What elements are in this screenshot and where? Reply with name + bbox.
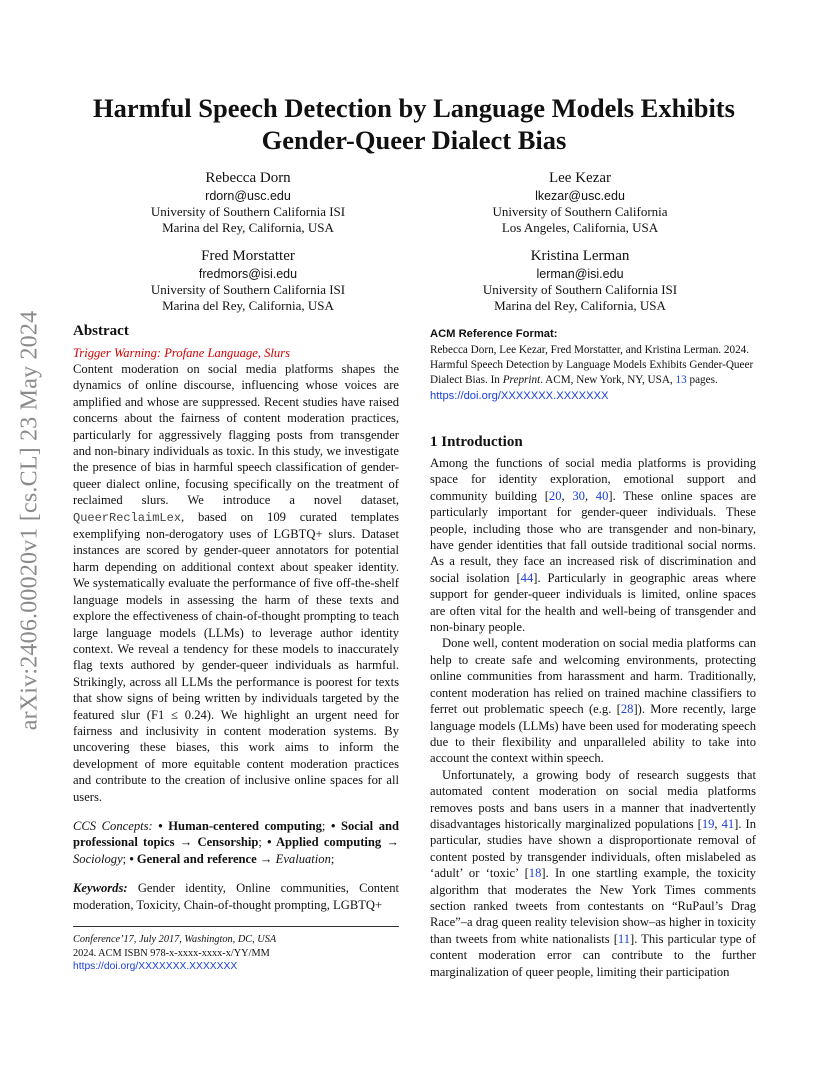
- citation-link[interactable]: 11: [617, 931, 631, 946]
- citation-link[interactable]: 28: [620, 702, 634, 717]
- author-block: [440, 169, 720, 236]
- paper-title: Harmful Speech Detection by Language Models Exhibits Gender-Queer Dialect Bias: [93, 93, 735, 155]
- acm-doi-link[interactable]: https://doi.org/XXXXXXX.XXXXXXX: [430, 389, 609, 402]
- author-block: [440, 247, 720, 314]
- author-block: [108, 169, 388, 236]
- citation-link[interactable]: 19: [701, 816, 715, 831]
- citation-link[interactable]: 18: [528, 866, 542, 881]
- keywords: Keywords: Gender identity, Online communities, Content moderation, Toxicity, Chain-of-thought prompting, LGBTQ+: [73, 881, 399, 912]
- conference-line: Conference’17, July 2017, Washington, DC, USA: [73, 934, 277, 945]
- author-location: Marina del Rey, California, USA: [162, 220, 334, 235]
- introduction-body: [430, 455, 756, 980]
- dataset-name: QueerReclaimLex: [73, 510, 182, 525]
- author-affiliation: University of Southern California: [492, 204, 668, 219]
- section-heading-introduction: 1 Introduction: [430, 434, 523, 450]
- author-name: Kristina Lerman: [530, 248, 630, 264]
- footnote: [73, 926, 399, 974]
- author-affiliation: University of Southern California ISI: [150, 204, 346, 219]
- author-name: Lee Kezar: [548, 170, 612, 186]
- author-name: Rebecca Dorn: [205, 170, 291, 186]
- author-location: Los Angeles, California, USA: [501, 220, 659, 235]
- author-email[interactable]: lerman@isi.edu: [536, 267, 624, 281]
- author-location: Marina del Rey, California, USA: [494, 298, 666, 313]
- isbn-line: 2024. ACM ISBN 978-x-xxxx-xxxx-x/YY/MM: [73, 947, 270, 959]
- acm-ref-text: Rebecca Dorn, Lee Kezar, Fred Morstatter, and Kristina Lerman. 2024. Harmful Speech Detection by Language Models Exhibits Gender-Queer Dialect Bias. In Preprint. ACM, New York, NY, USA, 13 pages. https://doi.org/XXXXXXX.XXXXXXX: [430, 344, 754, 402]
- arxiv-stamp: arXiv:2406.00020v1 [cs.CL] 23 May 2024: [16, 310, 43, 730]
- ccs-concepts: CCS Concepts: • Human-centered computing; • Social and professional topics → Censorship; • Applied computing → Sociology; • General and reference → Evaluation;: [73, 818, 400, 866]
- author-affiliation: University of Southern California ISI: [482, 282, 678, 297]
- citation-link[interactable]: 41: [721, 816, 735, 831]
- intro-paragraph: Unfortunately, a growing body of research suggests that automated content moderation on social media platforms removes posts and bans users in a manner that inadvertently disadvantages historically marginalized populations [19, 41]. In particular, studies have shown a disproportionate removal of content posted by transgender individuals, often mislabeled as ‘adult’ or ‘toxic’ [18]. In one startling example, the toxicity algorithm that moderates the New York Times comments section ranked tweets from contestants on “RuPaul’s Drag Race”–a drag queen reality television show–as higher in toxicity than tweets from white nationalists [11]. This particular type of content moderation error can contribute to the further marginalization of queer people, limiting their participation: [430, 767, 756, 979]
- author-location: Marina del Rey, California, USA: [162, 298, 334, 313]
- citation-link[interactable]: 30: [572, 488, 585, 503]
- trigger-warning: Trigger Warning: Profane Language, Slurs: [73, 346, 291, 360]
- intro-paragraph: Done well, content moderation on social media platforms can help to create safe and welcoming environments, protecting online communities from harassment and harm. Traditionally, content moderation has relied on trained machine classifiers to ferret out problematic speech (e.g. [28]). More recently, large language models (LLMs) have been used for moderating speech due to their flexibility and unparalleled ability to take into account the context within speech.: [430, 636, 757, 766]
- abstract-text: Content moderation on social media platforms shapes the dynamics of online discourse, influencing whose voices are amplified and whose are suppressed. Recent studies have raised concerns about the fairness of content moderation practices, particularly for aggressively flagging posts from transgender and non-binary individuals as toxic. In this study, we investigate the presence of bias in harmful speech classification of gender-queer dialect online, focusing specifically on the treatment of reclaimed slurs. We introduce a novel dataset, QueerReclaimLex, based on 109 curated templates exemplifying non-derogatory uses of LGBTQ+ slurs. Dataset instances are scored by gender-queer annotators for potential harm depending on additional context about speaker identity. We systematically evaluate the performance of five off-the-shelf language models in assessing the harm of these texts and explore the effectiveness of chain-of-thought prompting to teach large language models (LLMs) to leverage author identity context. We reveal a tendency for these models to inaccurately flag texts authored by gender-queer individuals as harmful. Strikingly, across all LLMs the performance is poorest for texts that show signs of being written by individuals targeted by the featured slur (F1 ≤ 0.24). We highlight an urgent need for fairness and inclusivity in content moderation systems. By uncovering these biases, this work aims to inform the development of more equitable content moderation practices and contribute to the creation of inclusive online spaces for all users.: [73, 362, 399, 804]
- citation-link[interactable]: 44: [520, 570, 534, 585]
- author-affiliation: University of Southern California ISI: [150, 282, 346, 297]
- page-count-link[interactable]: 13: [675, 374, 687, 387]
- citation-link[interactable]: 40: [595, 488, 609, 503]
- author-email[interactable]: rdorn@usc.edu: [205, 189, 291, 203]
- author-block: [108, 247, 388, 314]
- left-column: [73, 322, 399, 913]
- acm-ref-heading: ACM Reference Format:: [430, 328, 558, 340]
- author-email[interactable]: fredmors@isi.edu: [198, 267, 298, 281]
- author-email[interactable]: lkezar@usc.edu: [535, 189, 625, 203]
- intro-paragraph: Among the functions of social media platforms is providing space for identity exploration, emotional support and community building [20, 30, 40]. These online spaces are particularly important for gender-queer individuals. These people, including those who are transgender and non-binary, have gender identities that fall outside traditional social norms. As a result, they face an increased risk of discrimination and social isolation [44]. Particularly in geographic areas where support for gender-queer individuals is limited, online spaces are often vital for the health and well-being of transgender and non-binary people.: [430, 456, 757, 635]
- doi-link[interactable]: https://doi.org/XXXXXXX.XXXXXXX: [73, 961, 238, 972]
- citation-link[interactable]: 20: [548, 488, 562, 503]
- abstract-heading: Abstract: [73, 323, 129, 339]
- author-name: Fred Morstatter: [201, 248, 295, 264]
- right-column: [430, 327, 757, 979]
